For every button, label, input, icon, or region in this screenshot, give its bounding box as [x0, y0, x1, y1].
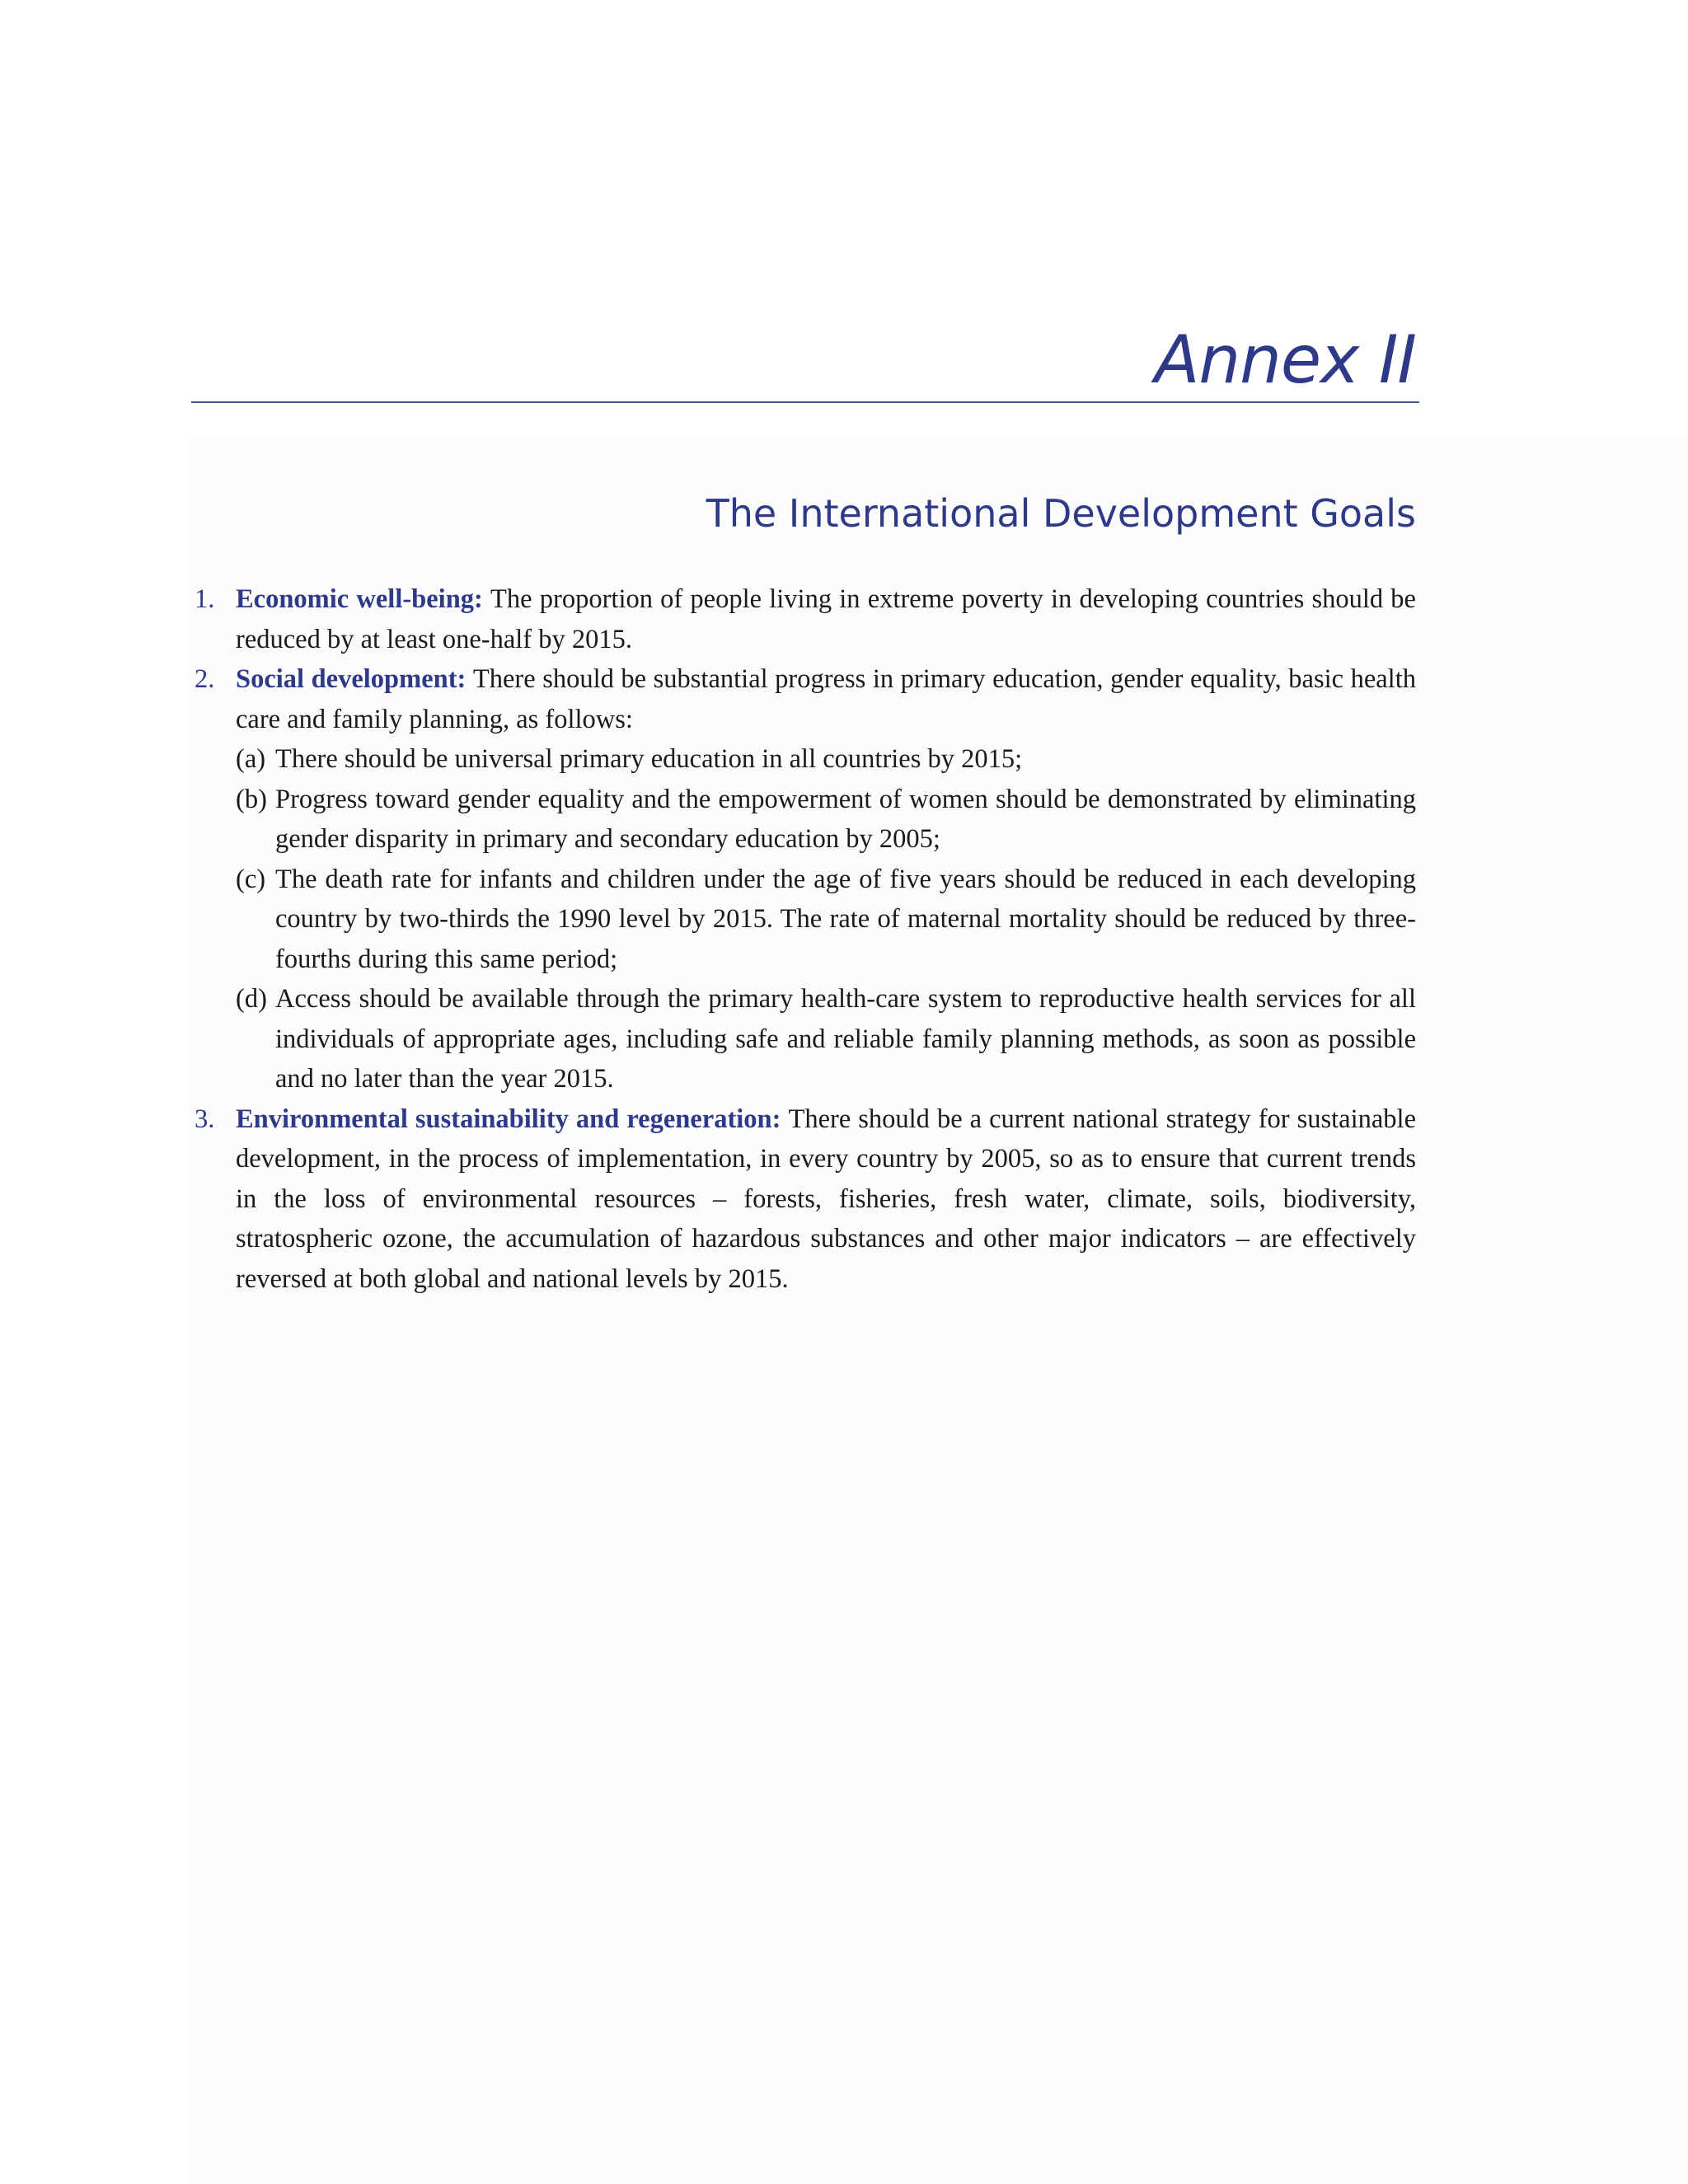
subgoal-text: There should be universal primary education in all countries by 2015; — [275, 744, 1023, 774]
subgoal-item — [191, 739, 1416, 780]
annex-title: Annex II — [1154, 321, 1416, 398]
goal-label: Economic well-being: — [236, 584, 491, 614]
subgoal-letter: (d) — [236, 984, 267, 1014]
goal-item-social — [191, 659, 1416, 739]
goals-list — [191, 579, 1416, 1299]
subgoal-item — [191, 780, 1416, 860]
goal-number: 2. — [195, 664, 215, 694]
subgoal-text: Access should be available through the primary health-care system to reproductive health services for all individuals of appropriate ages, including safe and reliable family planning methods, as soon as possible and no later than the year 2015. — [275, 984, 1416, 1094]
subgoal-text: The death rate for infants and children under the age of five years should be reduced in each developing country by two-thirds the 1990 level by 2015. The rate of maternal mortality should be reduced by three-fourths during this same period; — [275, 864, 1416, 974]
subgoal-item — [191, 860, 1416, 980]
goal-number: 3. — [195, 1104, 215, 1134]
goal-text: There should be a current national strategy for sustainable development, in the process of implementation, in every country by 2005, so as to ensure that current trends in the loss of environmental resources – forests, fisheries, fresh water, climate, soils, biodiversity, stratospheric ozone, the accumulation of hazardous substances and other major indicators – are effectively reversed at both global and national levels by 2015. — [236, 1104, 1417, 1294]
subgoal-letter: (b) — [236, 784, 267, 814]
goal-text: The proportion of people living in extreme poverty in developing countries should be reduced by at least one-half by 2015. — [236, 584, 1416, 654]
goal-text: There should be substantial progress in primary education, gender equality, basic health care and family planning, as follows: — [236, 664, 1416, 734]
subgoal-letter: (a) — [236, 744, 266, 774]
goal-item-environmental — [191, 1099, 1416, 1300]
subgoal-text: Progress toward gender equality and the empowerment of women should be demonstrated by eliminating gender disparity in primary and secondary education by 2005; — [275, 784, 1416, 854]
goal-number: 1. — [195, 584, 215, 614]
subgoal-item — [191, 979, 1416, 1099]
subgoal-letter: (c) — [236, 864, 266, 894]
section-title: The International Development Goals — [706, 491, 1416, 536]
goal-label: Social development: — [236, 664, 473, 694]
goal-item-economic — [191, 579, 1416, 659]
goal-label: Environmental sustainability and regeneration: — [236, 1104, 789, 1134]
header-divider — [191, 401, 1419, 403]
